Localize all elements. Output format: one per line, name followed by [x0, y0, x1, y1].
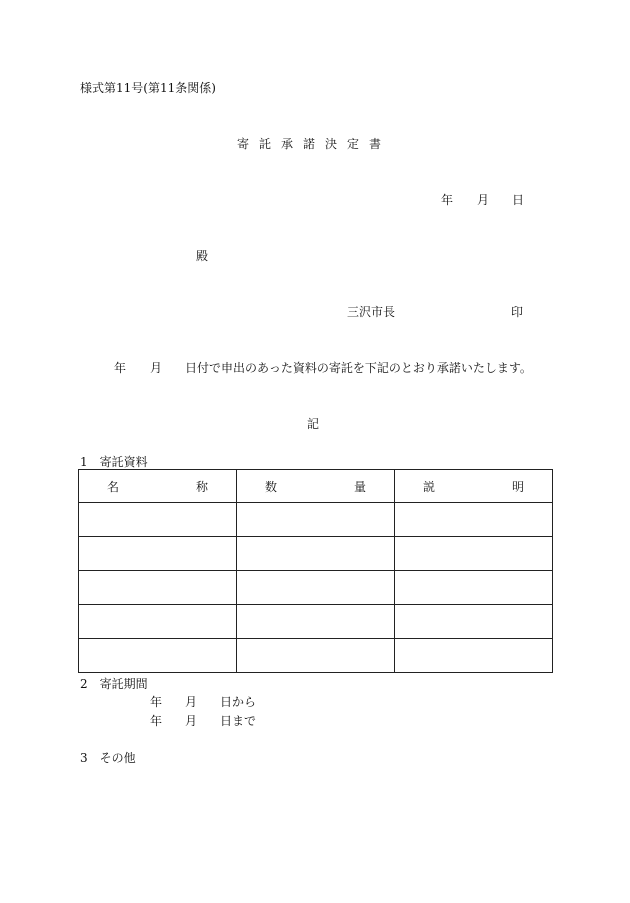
column-header-quantity: 数 量	[237, 470, 395, 503]
column-header-name: 名 称	[79, 470, 237, 503]
table-row	[79, 639, 553, 673]
table-header-row	[79, 470, 553, 503]
table-cell	[79, 571, 237, 605]
table-cell	[79, 605, 237, 639]
table-cell	[395, 639, 553, 673]
table-cell	[79, 639, 237, 673]
body-year: 年	[114, 361, 127, 375]
to-day: 日まで	[220, 714, 257, 728]
deposit-items-table	[78, 469, 553, 673]
notation-ki: 記	[307, 417, 320, 431]
table-cell	[237, 639, 395, 673]
body-month: 月	[150, 361, 163, 375]
to-year: 年	[150, 714, 163, 728]
issuer-name: 三沢市長	[347, 305, 396, 319]
table-cell	[395, 605, 553, 639]
addressee-suffix: 殿	[196, 249, 209, 263]
issue-day: 日	[512, 193, 525, 207]
section2-heading: 2 寄託期間	[80, 677, 148, 691]
section1-heading: 1 寄託資料	[80, 455, 148, 469]
seal-mark: 印	[511, 305, 524, 319]
table-cell	[395, 537, 553, 571]
table-row	[79, 571, 553, 605]
from-month: 月	[185, 695, 198, 709]
from-year: 年	[150, 695, 163, 709]
issue-year: 年	[441, 193, 454, 207]
table-cell	[79, 503, 237, 537]
table-row	[79, 605, 553, 639]
column-header-description: 説 明	[395, 470, 553, 503]
table-cell	[237, 605, 395, 639]
section3-heading: 3 その他	[80, 751, 136, 765]
document-title: 寄託承諾決定書	[237, 137, 392, 151]
table-cell	[237, 537, 395, 571]
table-cell	[79, 537, 237, 571]
form-number: 様式第11号(第11条関係)	[80, 81, 216, 95]
to-month: 月	[185, 714, 198, 728]
table-cell	[237, 503, 395, 537]
table-cell	[395, 503, 553, 537]
table-row	[79, 503, 553, 537]
from-day: 日から	[220, 695, 257, 709]
table-cell	[237, 571, 395, 605]
table-row	[79, 537, 553, 571]
issue-month: 月	[477, 193, 490, 207]
body-sentence: 日付で申出のあった資料の寄託を下記のとおり承諾いたします。	[185, 361, 532, 375]
table-cell	[395, 571, 553, 605]
